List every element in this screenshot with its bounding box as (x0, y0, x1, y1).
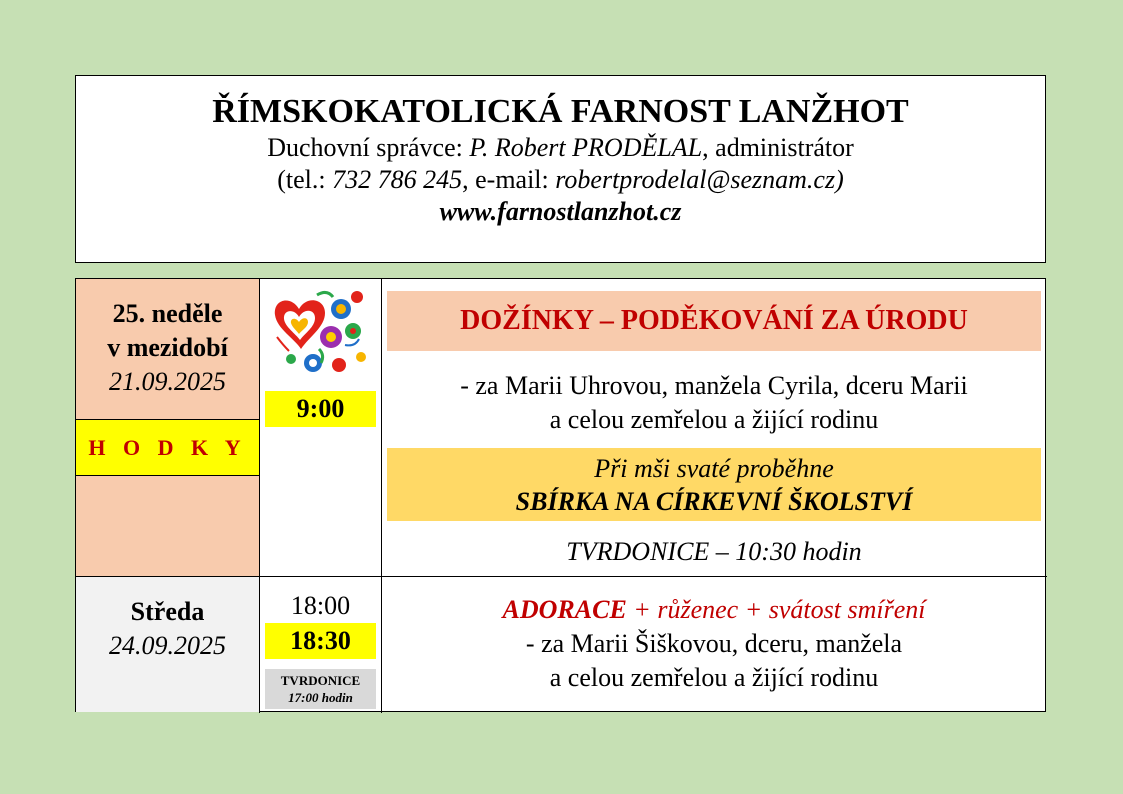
day1-mass-intention (382, 369, 1046, 437)
admin-suffix: , administrátor (702, 133, 854, 162)
tel-prefix: (tel.: (277, 165, 333, 194)
email-prefix: , e-mail: (462, 165, 556, 194)
parish-title: ŘÍMSKOKATOLICKÁ FARNOST LANŽHOT (212, 93, 909, 130)
day1-title-line2: v mezidobí (107, 333, 228, 362)
tvrdonice-evening-box (265, 669, 376, 709)
website-link[interactable]: www.farnostlanzhot.cz (439, 197, 682, 226)
day1-intention-line2: a celou zemřelou a žijící rodinu (549, 405, 879, 434)
tvrdonice-label: TVRDONICE (280, 673, 361, 688)
day2-cell (76, 577, 259, 712)
collection-line2: SBÍRKA NA CÍRKEVNÍ ŠKOLSTVÍ (515, 487, 913, 516)
collection-line1: Při mši svaté proběhne (594, 454, 834, 483)
folk-ornament-icon (269, 287, 371, 387)
day2-intention-line2: a celou zemřelou a žijící rodinu (549, 663, 879, 692)
schedule-table (75, 278, 1046, 712)
email-address[interactable]: robertprodelal@seznam.cz) (555, 165, 844, 194)
day2-label (76, 595, 259, 663)
day1-intention-line1: - za Marii Uhrovou, manžela Cyrila, dceru Marii (460, 371, 968, 400)
administrator-line (76, 132, 1045, 164)
day1-date: 21.09.2025 (109, 367, 226, 396)
admin-name: P. Robert PRODĚLAL (469, 133, 703, 162)
admin-prefix: Duchovní správce: (267, 133, 470, 162)
tvrdonice-time: 17:00 hodin (288, 690, 353, 705)
phone-number: 732 786 245 (332, 165, 463, 194)
harvest-banner: DOŽÍNKY – PODĚKOVÁNÍ ZA ÚRODU (387, 291, 1041, 351)
day1-title-line1: 25. neděle (112, 299, 223, 328)
adoration-line (382, 593, 1046, 627)
day2-date: 24.09.2025 (109, 631, 226, 660)
evening-mass-time-badge: 18:30 (265, 623, 376, 659)
adoration-label: ADORACE (502, 595, 627, 624)
adoration-start-time: 18:00 (290, 591, 351, 620)
collection-banner (387, 448, 1041, 521)
column-divider-1 (259, 279, 260, 713)
adoration-rest: + růženec + svátost smíření (626, 595, 926, 624)
day2-weekday: Středa (130, 597, 205, 626)
day1-label (76, 297, 259, 399)
day2-intention-line1: - za Marii Šiškovou, dceru, manžela (525, 629, 903, 658)
tvrdonice-mass-time: TVRDONICE – 10:30 hodin (566, 537, 862, 566)
parish-header (75, 75, 1046, 263)
mass-time-badge: 9:00 (265, 391, 376, 427)
hodky-badge: H O D K Y (76, 419, 259, 476)
contact-line (76, 164, 1045, 196)
row-divider (76, 576, 1047, 577)
day2-program (382, 593, 1046, 695)
day1-cell (76, 279, 259, 576)
